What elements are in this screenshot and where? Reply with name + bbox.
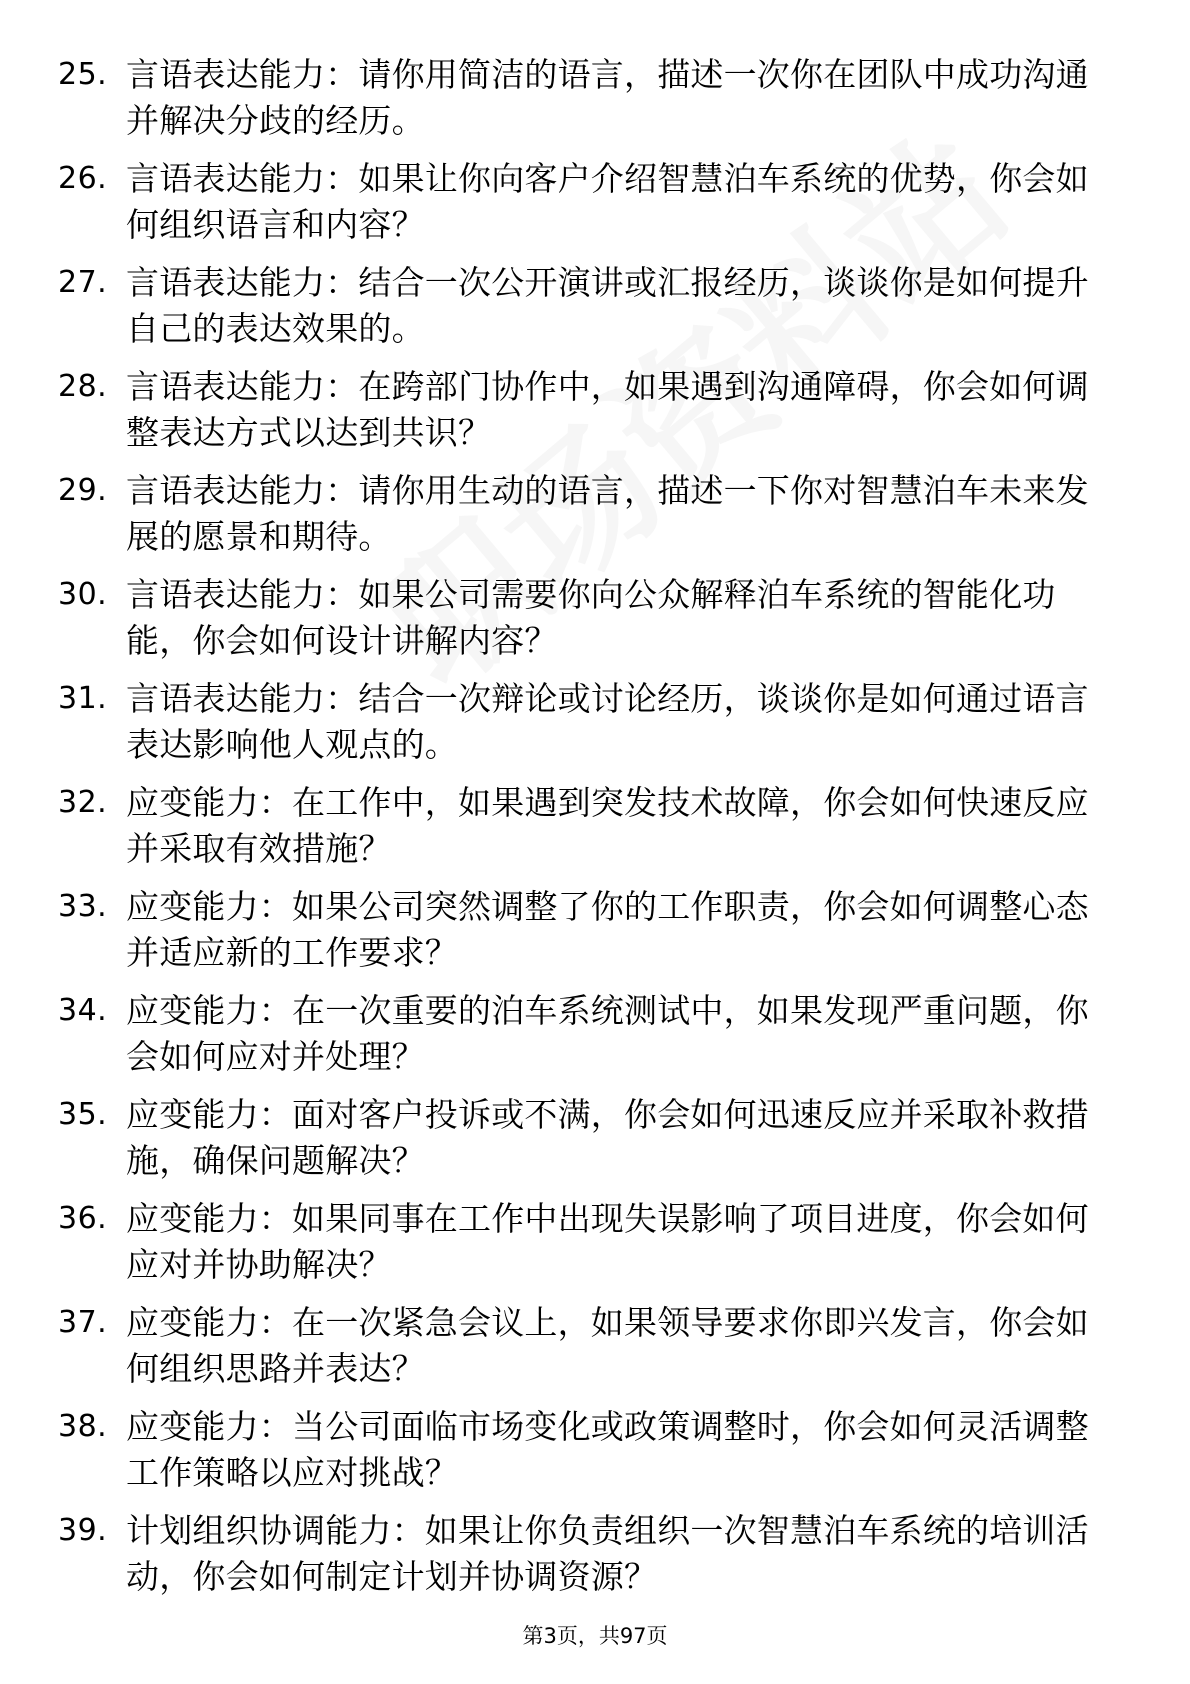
question-item [0,1508,1190,1612]
question-text: 言语表达能力：请你用简洁的语言，描述一次你在团队中成功沟通并解决分歧的经历。 [126,55,1089,140]
question-item [0,364,1190,468]
question-item [0,1092,1190,1196]
question-list [0,52,1190,1612]
page-footer: 第3页，共97页 [522,1624,668,1648]
question-item [0,156,1190,260]
question-item [0,1404,1190,1508]
question-number: 26. [58,161,108,196]
question-item [0,1196,1190,1300]
question-number: 34. [58,993,108,1028]
question-text: 应变能力：如果公司突然调整了你的工作职责，你会如何调整心态并适应新的工作要求？ [126,887,1089,972]
question-number: 29. [58,473,108,508]
question-item [0,1300,1190,1404]
question-item [0,884,1190,988]
question-text: 言语表达能力：结合一次辩论或讨论经历，谈谈你是如何通过语言表达影响他人观点的。 [126,679,1089,764]
question-number: 31. [58,681,108,716]
question-text: 言语表达能力：如果公司需要你向公众解释泊车系统的智能化功能，你会如何设计讲解内容？ [126,575,1056,660]
question-text: 应变能力：如果同事在工作中出现失误影响了项目进度，你会如何应对并协助解决？ [126,1199,1089,1284]
question-text: 言语表达能力：如果让你向客户介绍智慧泊车系统的优势，你会如何组织语言和内容？ [126,159,1089,244]
question-number: 33. [58,889,108,924]
question-text: 言语表达能力：结合一次公开演讲或汇报经历，谈谈你是如何提升自己的表达效果的。 [126,263,1089,348]
question-text: 应变能力：在一次紧急会议上，如果领导要求你即兴发言，你会如何组织思路并表达？ [126,1303,1089,1388]
question-item [0,52,1190,156]
question-item [0,260,1190,364]
question-number: 39. [58,1513,108,1548]
question-text: 应变能力：在工作中，如果遇到突发技术故障，你会如何快速反应并采取有效措施？ [126,783,1089,868]
question-number: 35. [58,1097,108,1132]
question-number: 30. [58,577,108,612]
question-number: 28. [58,369,108,404]
question-text: 言语表达能力：请你用生动的语言，描述一下你对智慧泊车未来发展的愿景和期待。 [126,471,1089,556]
question-number: 37. [58,1305,108,1340]
question-item [0,676,1190,780]
question-item [0,988,1190,1092]
question-item [0,468,1190,572]
question-text: 言语表达能力：在跨部门协作中，如果遇到沟通障碍，你会如何调整表达方式以达到共识？ [126,367,1089,452]
question-number: 32. [58,785,108,820]
question-text: 应变能力：面对客户投诉或不满，你会如何迅速反应并采取补救措施，确保问题解决？ [126,1095,1089,1180]
question-number: 36. [58,1201,108,1236]
question-number: 25. [58,57,108,92]
question-item [0,780,1190,884]
question-text: 应变能力：当公司面临市场变化或政策调整时，你会如何灵活调整工作策略以应对挑战？ [126,1407,1089,1492]
question-number: 27. [58,265,108,300]
question-text: 计划组织协调能力：如果让你负责组织一次智慧泊车系统的培训活动，你会如何制定计划并协调资源？ [126,1511,1089,1596]
question-text: 应变能力：在一次重要的泊车系统测试中，如果发现严重问题，你会如何应对并处理？ [126,991,1089,1076]
question-number: 38. [58,1409,108,1444]
question-item [0,572,1190,676]
